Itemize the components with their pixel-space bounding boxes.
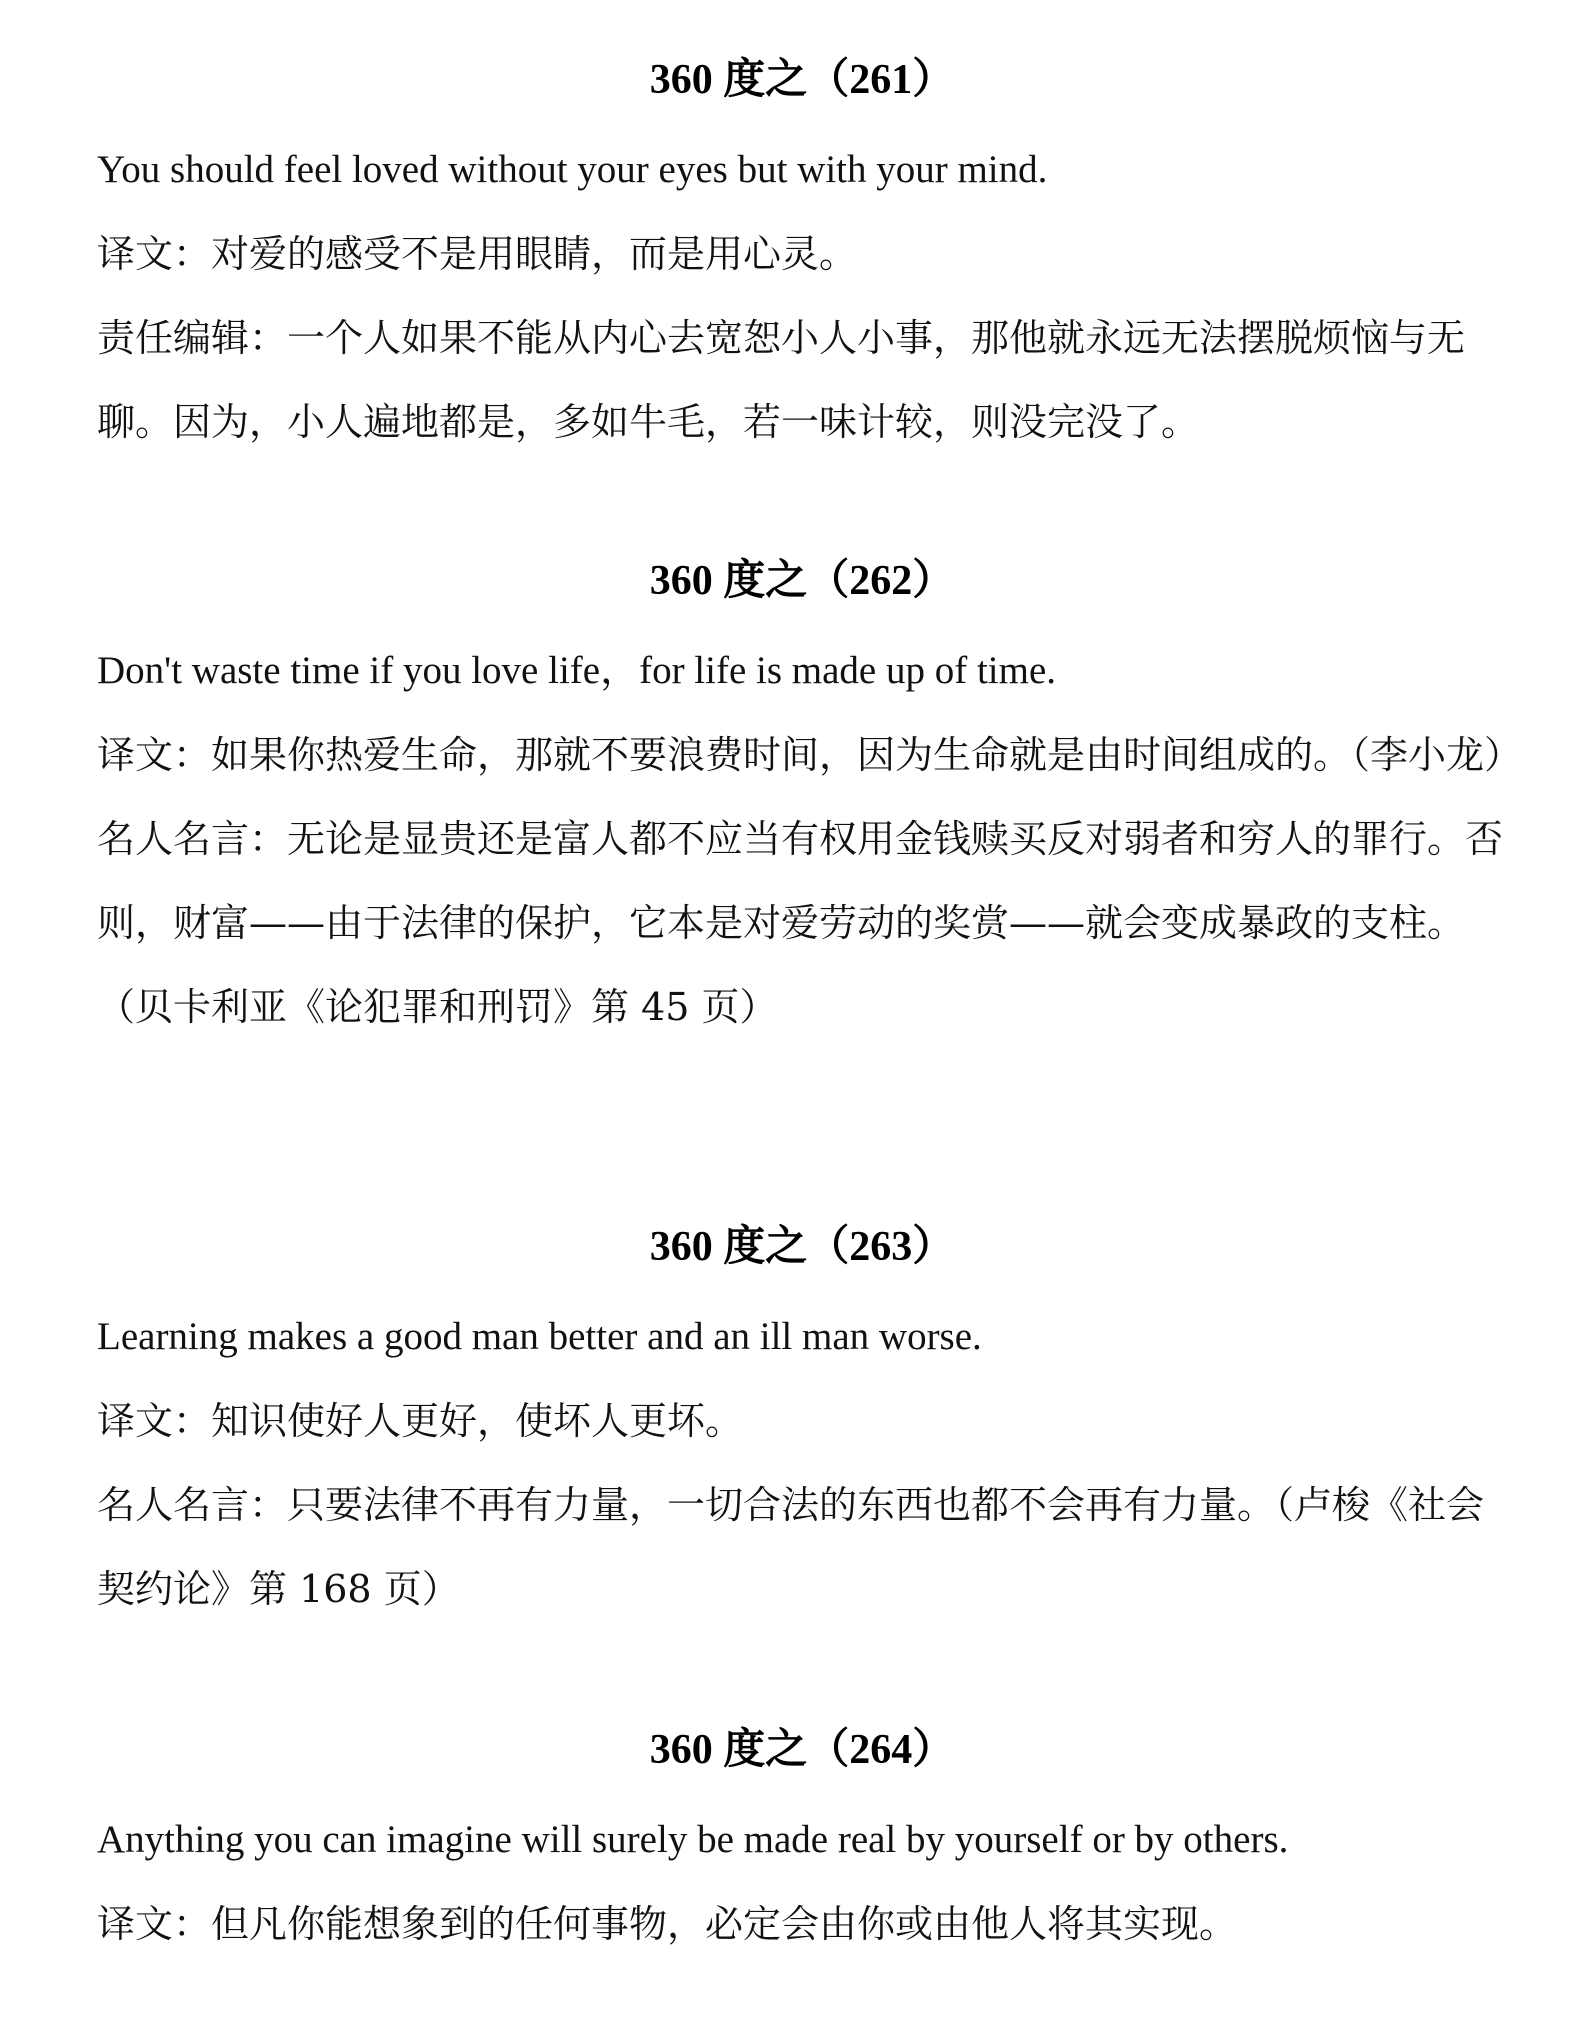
editor-note: 责任编辑：一个人如果不能从内心去宽恕小人小事，那他就永远无法摆脱烦恼与无聊。因为，小人遍地都是，多如牛毛，若一味计较，则没完没了。 xyxy=(97,316,1466,444)
entry-264 xyxy=(97,1724,1507,1966)
english-sentence: You should feel loved without your eyes but with your mind. xyxy=(97,148,1048,191)
translation-text: 译文：知识使好人更好，使坏人更坏。 xyxy=(97,1399,744,1443)
entry-heading: 360 度之（263） xyxy=(649,1224,955,1270)
translation-text: 译文：如果你热爱生命，那就不要浪费时间，因为生命就是由时间组成的。（李小龙） xyxy=(97,733,1523,777)
entry-262 xyxy=(97,555,1523,1049)
famous-quote: 名人名言：无论是显贵还是富人都不应当有权用金钱赎买反对弱者和穷人的罪行。否则，财富——由于法律的保护，它本是对爱劳动的奖赏——就会变成暴政的支柱。（贝卡利亚《论犯罪和刑罚》第 45 页） xyxy=(97,817,1504,1029)
entry-heading: 360 度之（264） xyxy=(649,1727,955,1773)
entry-261 xyxy=(97,54,1507,464)
entry-heading: 360 度之（262） xyxy=(649,558,955,604)
entry-263 xyxy=(97,1221,1507,1631)
entry-heading: 360 度之（261） xyxy=(649,57,955,103)
famous-quote: 名人名言：只要法律不再有力量，一切合法的东西也都不会再有力量。（卢梭《社会契约论》第 168 页） xyxy=(97,1483,1485,1611)
english-sentence: Don't waste time if you love life，for life is made up of time. xyxy=(97,649,1057,692)
translation-text: 译文：对爱的感受不是用眼睛，而是用心灵。 xyxy=(97,232,858,276)
english-sentence: Learning makes a good man better and an ill man worse. xyxy=(97,1315,982,1358)
translation-text: 译文：但凡你能想象到的任何事物，必定会由你或由他人将其实现。 xyxy=(97,1902,1238,1946)
english-sentence: Anything you can imagine will surely be made real by yourself or by others. xyxy=(97,1818,1289,1861)
